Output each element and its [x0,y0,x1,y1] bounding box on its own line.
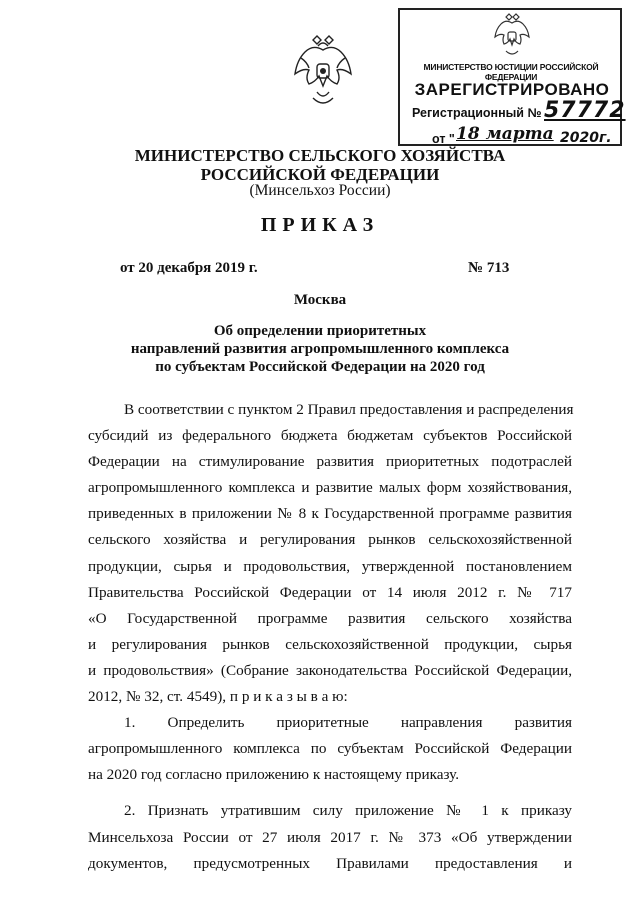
text-line: приведенных в приложении № 8 к Государственной программе развития [88,505,572,523]
text-line: Федерации на стимулирование развития приоритетных подотраслей [88,453,572,471]
preamble-paragraph [88,397,572,710]
order-number: № 713 [468,260,510,276]
stamp-registration-number: 57772 [544,98,626,123]
stamp-ministry-name: МИНИСТЕРСТВО ЮСТИЦИИ РОССИЙСКОЙ ФЕДЕРАЦИИ [423,62,599,82]
stamp-date-prefix: от " [432,132,455,146]
text-line: агропромышленного комплекса и развитие малых форм хозяйствования, [88,479,572,497]
text-line: и регулирования рынков сельскохозяйственной продукции, сырья [88,635,572,653]
clause-2-paragraph [88,798,572,876]
stamp-year: 2020г. [560,130,612,146]
text-line: на 2020 год согласно приложению к настоящему приказу. [88,766,460,784]
stamp-registration-label: Регистрационный № [412,106,542,120]
stamp-date-handwritten: 18 марта [456,124,554,144]
order-body [88,397,572,877]
text-line: 1. Определить приоритетные направления развития [124,714,572,732]
stamp-registered-label: ЗАРЕГИСТРИРОВАНО [414,80,610,99]
text-line: «О Государственной программе развития сельского хозяйства [88,609,572,627]
stamp-emblem-icon [492,13,532,59]
order-date: от 20 декабря 2019 г. [120,260,258,276]
clause-1-paragraph [88,710,572,788]
ministry-name-line1: МИНИСТЕРСТВО СЕЛЬСКОГО ХОЗЯЙСТВА [134,146,506,165]
text-line: Правительства Российской Федерации от 14 июля 2012 г. № 717 [88,583,572,601]
text-line: В соответствии с пунктом 2 Правил предоставления и распределения [124,401,574,418]
order-title [120,322,520,376]
document-type: ПРИКАЗ [260,214,380,236]
text-line: документов, предусмотренных Правилами предоставления и [88,854,572,872]
order-title-line1: Об определении приоритетных [213,323,427,339]
ministry-short-name: (Минсельхоз России) [249,182,391,199]
text-line: и продовольствия» (Собрание законодательства Российской Федерации, [88,661,572,679]
order-title-line3: по субъектам Российской Федерации на 2020 год [155,359,485,375]
coat-of-arms-emblem [291,34,355,108]
order-city: Москва [293,292,347,308]
text-line: продукции, сырья и продовольствия, утвержденной постановлением [88,557,572,575]
text-line: Минсельхоза России от 27 июля 2017 г. № 373 «Об утверждении [88,828,572,846]
text-line: 2012, № 32, ст. 4549), п р и к а з ы в а ю: [88,688,348,706]
ministry-name [120,146,520,184]
text-line: субсидий из федерального бюджета бюджетам субъектов Российской [88,427,572,445]
text-line: 2. Признать утратившим силу приложение № 1 к приказу [124,802,572,820]
text-line: агропромышленного комплекса по субъектам Российской Федерации [88,740,572,758]
ministry-name-line2: РОССИЙСКОЙ ФЕДЕРАЦИИ [200,165,440,184]
order-title-line2: направлений развития агропромышленного комплекса [130,341,510,357]
registration-stamp [398,8,626,146]
text-line: сельского хозяйства и регулирования рынков сельскохозяйственной [88,531,572,549]
